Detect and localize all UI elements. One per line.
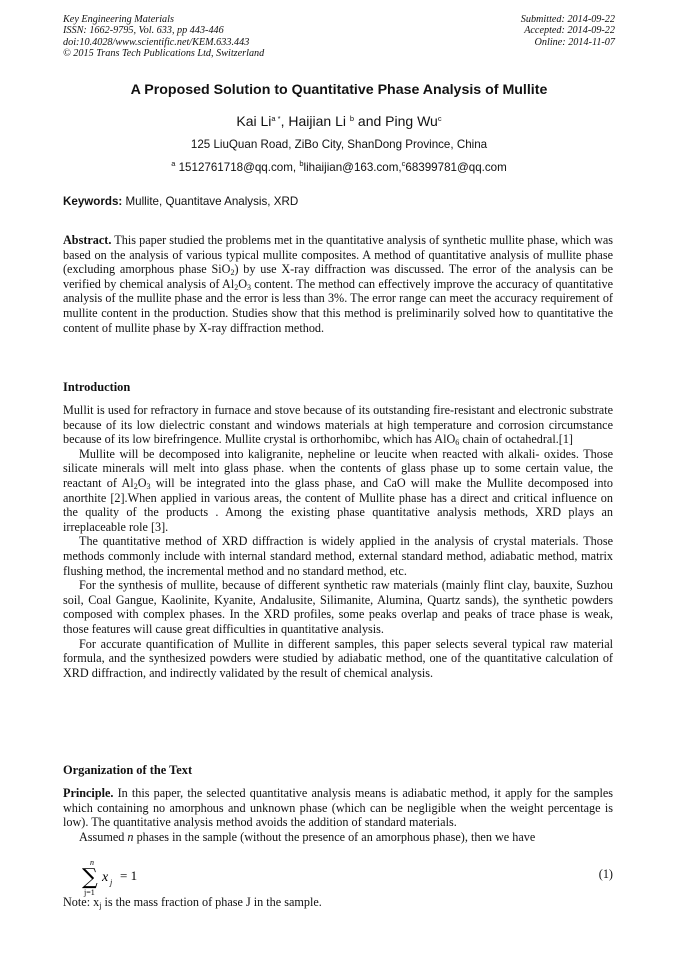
intro-p2-sub-2: 3 (146, 481, 151, 491)
intro-paragraph-3: The quantitative method of XRD diffraction is widely applied in the analysis of crystal materials. Those methods commonly include with internal standard method, external standard method, adiabatic method, matrix flushing method, the incremental method and no standard method, etc. (63, 534, 613, 578)
note-sub: j (99, 901, 102, 910)
assumption-text-1: Assumed (79, 829, 128, 844)
assumption-text-2: phases in the sample (without the presence of an amorphous phase), then we have (133, 829, 536, 844)
intro-p2-sub-1: 2 (133, 481, 138, 491)
abstract-sub-3: 3 (247, 282, 252, 292)
email-2[interactable]: lihaijian@163.com, (303, 161, 402, 174)
variable-sub-j: j (110, 878, 113, 887)
accepted-date: Accepted: 2014-09-22 (524, 25, 615, 37)
sum-lower-limit: j=1 (84, 888, 95, 897)
keywords (63, 195, 298, 208)
abstract (63, 233, 613, 335)
author-3: and Ping Wu (354, 113, 438, 129)
affiliation: 125 LiuQuan Road, ZiBo City, ShanDong Province, China (190, 138, 488, 151)
abstract-text-3: O (238, 276, 248, 291)
intro-p2-tail: will be integrated into the glass phase, and CaO will make the Mullite decomposed into anorthite [2].When applied in various areas, the content of Mullite phase has a direct and critical influence on the quality of the products . Among the existing phase quantitative analysis methods, XRD plays an irreplaceable role [3]. (63, 475, 614, 534)
assumption-n: n (127, 829, 134, 844)
keywords-label: Keywords: (63, 195, 123, 208)
online-date: Online: 2014-11-07 (534, 36, 615, 48)
intro-p1-sub: 6 (455, 438, 460, 448)
abstract-text-2: ) by use X-ray diffraction was discussed. The error of the analysis can be verified by chemical analysis of Al (63, 262, 613, 291)
header-right (521, 14, 615, 48)
abstract-text-4: content. The method can effectively improve the accuracy of quantitative analysis of the mullite phase and the error is less than 3%. The error range can meet the accuracy requirement of mullite content in the production. Studies show that this method is preliminarily solved how to quantitative the content of mullite phase by X-ray diffraction method. (63, 276, 613, 335)
intro-p2-o: O (137, 475, 147, 490)
principle-text: In this paper, the selected quantitative analysis means is adiabatic method, it apply for the samples which containing no amorphous and unknown phase (which can be negligible when the weight percentage is low). The quantitative analysis method avoids the addition of standard materials. (63, 786, 613, 830)
sum-upper-limit: n (90, 858, 94, 867)
header-left (63, 14, 264, 60)
paper-title: A Proposed Solution to Quantitative Phase Analysis of Mullite (130, 82, 548, 98)
introduction-heading: Introduction (63, 380, 131, 394)
organization-body (63, 786, 613, 844)
assumption-paragraph (63, 830, 613, 845)
principle-label: Principle. (63, 786, 114, 800)
author-3-mark: c (437, 114, 442, 123)
organization-heading: Organization of the Text (63, 763, 193, 777)
note-prefix: Note: x (63, 895, 100, 909)
intro-paragraph-2 (63, 447, 613, 535)
note-text: is the mass fraction of phase J in the sample. (101, 895, 322, 909)
abstract-sub-1: 2 (230, 268, 235, 278)
intro-paragraph-5: For accurate quantification of Mullite in different samples, this paper selects several typical raw material formula, and the synthesized powders were studied by adiabatic method, one of the quantitative calculation of XRD diffraction, and indirectly validated by the result of chemical analysis. (63, 636, 613, 680)
author-1-mark: a * (271, 114, 281, 123)
equation-rhs: = 1 (120, 868, 138, 883)
doi-link[interactable]: doi:10.4028/www.scientific.net/KEM.633.443 (63, 36, 250, 48)
copyright-line: © 2015 Trans Tech Publications Ltd, Switzerland (63, 48, 265, 60)
equation-1 (80, 857, 613, 897)
abstract-label: Abstract. (63, 233, 112, 247)
email-2-mark: b (299, 159, 304, 168)
sigma-symbol: ∑ (82, 865, 98, 890)
abstract-text-1: This paper studied the problems met in the quantitative analysis of synthetic mullite phase, which was based on the analysis of various typical mullite composites. A method of quantitative analysis of mullite phase (excluding amorphous phase SiO (63, 233, 613, 277)
author-list (0, 113, 678, 129)
author-2: , Haijian Li (280, 113, 350, 129)
email-3-mark: c (401, 159, 406, 168)
keywords-text: Mullite, Quantitave Analysis, XRD (122, 195, 299, 208)
sum-equation (80, 857, 200, 897)
submitted-date: Submitted: 2014-09-22 (520, 14, 615, 25)
intro-paragraph-4: For the synthesis of mullite, because of different synthetic raw materials (mainly flint clay, bauxite, Suzhou soil, Coal Gangue, Kaolinite, Kyanite, Andalusite, Silimanite, Alumina, Quartz sands), the synthetic powders composed with complex phases. In the XRD profiles, some peaks overlap and peaks of trace phase is weak, those features will cause great difficulties in quantitative analysis. (63, 578, 613, 636)
author-1: Kai Li (236, 113, 272, 129)
equation-number: (1) (598, 867, 613, 881)
abstract-paragraph (63, 233, 613, 335)
intro-p1-tail: chain of octahedral.[1] (459, 432, 573, 447)
intro-paragraph-1 (63, 403, 613, 447)
note-paragraph (63, 895, 613, 910)
intro-p1-text: Mullit is used for refractory in furnace and stove because of its outstanding fire-resistant and electronic substrate because of its low dielectric constant and windows materials at high temperature and corrosion circumstance because of its low birefringence. Mullite crystal is orthorhomibc, which has AlO (63, 403, 613, 447)
email-3[interactable]: 68399781@qq.com (405, 161, 507, 174)
variable-x: x (102, 870, 109, 885)
author-2-mark: b (349, 114, 355, 123)
note (63, 895, 613, 910)
issn-line: ISSN: 1662-9795, Vol. 633, pp 443-446 (63, 25, 224, 37)
principle-paragraph (63, 786, 613, 830)
abstract-sub-2: 2 (234, 282, 239, 292)
journal-name: Key Engineering Materials (63, 14, 174, 25)
email-1-mark: a (171, 159, 176, 168)
email-list (0, 161, 678, 174)
email-1[interactable]: 1512761718@qq.com, (175, 161, 300, 174)
intro-p2-text: Mullite will be decomposed into kaligranite, nepheline or leucite when reacted with alkali- oxides. Those silicate minerals will melt into glass phase. when the contents of glass phase up to some certain value, the reactant of Al (63, 446, 613, 490)
introduction-body (63, 403, 613, 680)
